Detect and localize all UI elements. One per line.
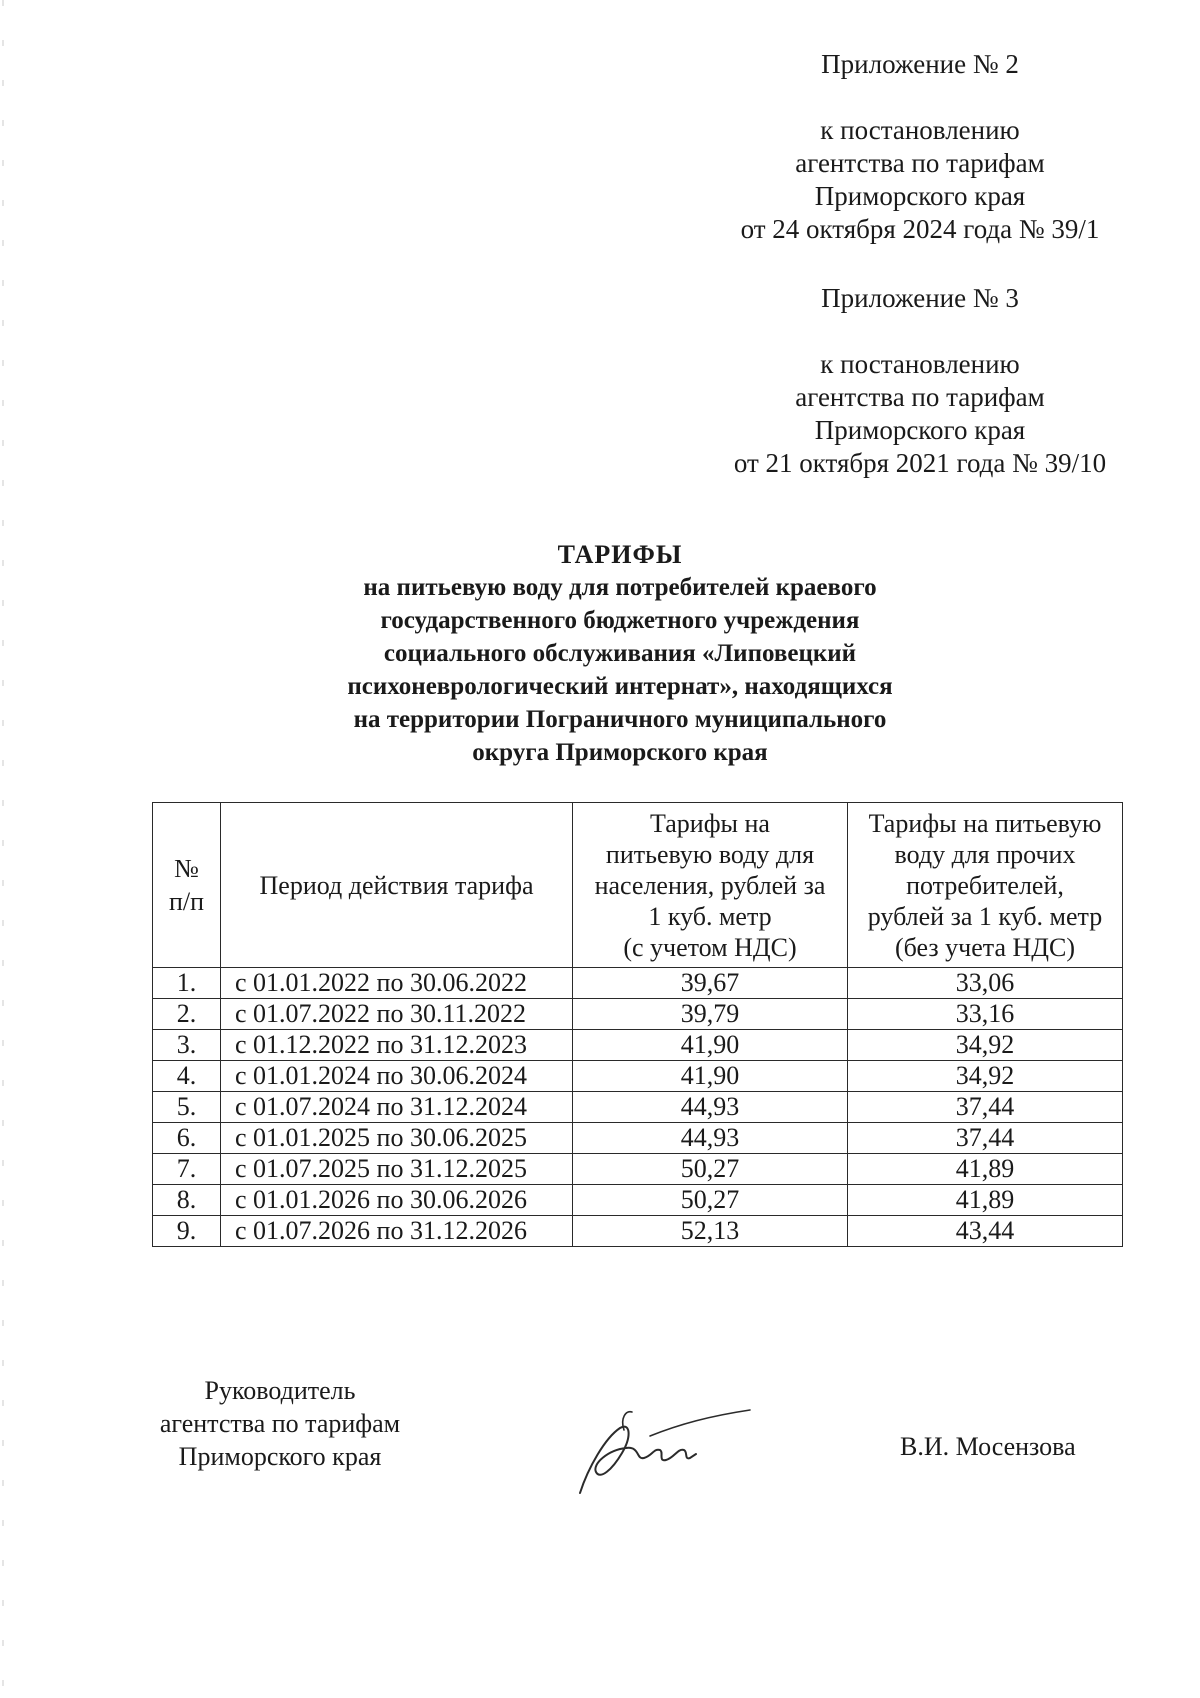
table-row (153, 1185, 1123, 1216)
signer-position-line: агентства по тарифам (159, 1409, 401, 1438)
row-num: 1. (153, 968, 221, 999)
header-num-line: № (174, 854, 199, 883)
row-others-value: 37,44 (848, 1123, 1123, 1154)
row-num: 3. (153, 1030, 221, 1061)
header-num-line: п/п (168, 887, 205, 916)
row-population-value: 50,27 (573, 1185, 848, 1216)
table-row (153, 1092, 1123, 1123)
row-period: с 01.12.2022 по 31.12.2023 (221, 1030, 573, 1061)
title-line: государственного бюджетного учреждения (380, 607, 860, 634)
appendix-2-line3: Приморского края (814, 181, 1026, 211)
header-line: питьевую воду для (605, 839, 815, 869)
appendix-2-line2: агентства по тарифам (795, 148, 1045, 178)
appendix-2-label: Приложение № 2 (821, 49, 1019, 79)
header-line: (с учетом НДС) (623, 932, 797, 962)
appendix-2-header (690, 48, 1150, 246)
title-main: ТАРИФЫ (557, 540, 683, 569)
table-row (153, 1123, 1123, 1154)
table-header-row (153, 803, 1123, 968)
header-population-tariff (573, 803, 848, 968)
appendix-3-line2: агентства по тарифам (795, 382, 1045, 412)
appendix-2-line1: к постановлению (820, 115, 1020, 145)
row-others-value: 33,16 (848, 999, 1123, 1030)
header-line: 1 куб. метр (648, 901, 772, 931)
row-num: 8. (153, 1185, 221, 1216)
table-row (153, 968, 1123, 999)
signer-position-line: Приморского края (178, 1442, 382, 1471)
row-period: с 01.01.2022 по 30.06.2022 (221, 968, 573, 999)
header-line: (без учета НДС) (894, 932, 1076, 962)
handwritten-signature (560, 1398, 760, 1508)
header-period: Период действия тарифа (221, 803, 573, 968)
appendix-2-line4: от 24 октября 2024 года № 39/1 (740, 214, 1100, 244)
header-line: рублей за 1 куб. метр (867, 901, 1103, 931)
title-line: социального обслуживания «Липовецкий (383, 640, 857, 667)
row-period: с 01.07.2022 по 30.11.2022 (221, 999, 573, 1030)
row-period: с 01.01.2024 по 30.06.2024 (221, 1061, 573, 1092)
row-population-value: 39,79 (573, 999, 848, 1030)
signer-position-line: Руководитель (204, 1376, 356, 1405)
tariff-table (152, 802, 1123, 1247)
document-title (150, 538, 1090, 769)
header-line: Тарифы на питьевую (868, 808, 1102, 838)
title-line: психоневрологический интернат», находящихся (347, 673, 893, 700)
row-period: с 01.07.2026 по 31.12.2026 (221, 1216, 573, 1247)
row-num: 7. (153, 1154, 221, 1185)
row-population-value: 44,93 (573, 1123, 848, 1154)
row-population-value: 41,90 (573, 1061, 848, 1092)
table-row (153, 1061, 1123, 1092)
row-period: с 01.07.2024 по 31.12.2024 (221, 1092, 573, 1123)
row-period: с 01.07.2025 по 31.12.2025 (221, 1154, 573, 1185)
row-period: с 01.01.2026 по 30.06.2026 (221, 1185, 573, 1216)
table-row (153, 999, 1123, 1030)
row-others-value: 34,92 (848, 1061, 1123, 1092)
row-period: с 01.01.2025 по 30.06.2025 (221, 1123, 573, 1154)
row-num: 2. (153, 999, 221, 1030)
header-line: воду для прочих (894, 839, 1076, 869)
row-others-value: 37,44 (848, 1092, 1123, 1123)
signer-position (130, 1374, 430, 1473)
table-row (153, 1030, 1123, 1061)
appendix-3-line4: от 21 октября 2021 года № 39/10 (733, 448, 1107, 478)
appendix-3-line1: к постановлению (820, 349, 1020, 379)
row-population-value: 44,93 (573, 1092, 848, 1123)
row-num: 4. (153, 1061, 221, 1092)
appendix-3-label: Приложение № 3 (821, 283, 1019, 313)
header-line: Тарифы на (650, 808, 770, 838)
row-others-value: 34,92 (848, 1030, 1123, 1061)
title-line: на питьевую воду для потребителей краевого (363, 574, 877, 601)
row-others-value: 41,89 (848, 1154, 1123, 1185)
appendix-3-line3: Приморского края (814, 415, 1026, 445)
row-population-value: 50,27 (573, 1154, 848, 1185)
header-line: населения, рублей за (594, 870, 826, 900)
row-population-value: 39,67 (573, 968, 848, 999)
row-num: 5. (153, 1092, 221, 1123)
row-others-value: 43,44 (848, 1216, 1123, 1247)
header-line: потребителей, (906, 870, 1064, 900)
appendix-3-header (690, 282, 1150, 480)
scan-edge-artifact (2, 0, 4, 1698)
title-line: на территории Пограничного муниципального (353, 706, 887, 733)
table-row (153, 1154, 1123, 1185)
header-others-tariff (848, 803, 1123, 968)
row-population-value: 41,90 (573, 1030, 848, 1061)
row-others-value: 33,06 (848, 968, 1123, 999)
header-num (153, 803, 221, 968)
row-population-value: 52,13 (573, 1216, 848, 1247)
title-line: округа Приморского края (472, 739, 768, 766)
row-others-value: 41,89 (848, 1185, 1123, 1216)
signer-name: В.И. Мосензова (900, 1432, 1076, 1461)
table-row (153, 1216, 1123, 1247)
row-num: 6. (153, 1123, 221, 1154)
row-num: 9. (153, 1216, 221, 1247)
